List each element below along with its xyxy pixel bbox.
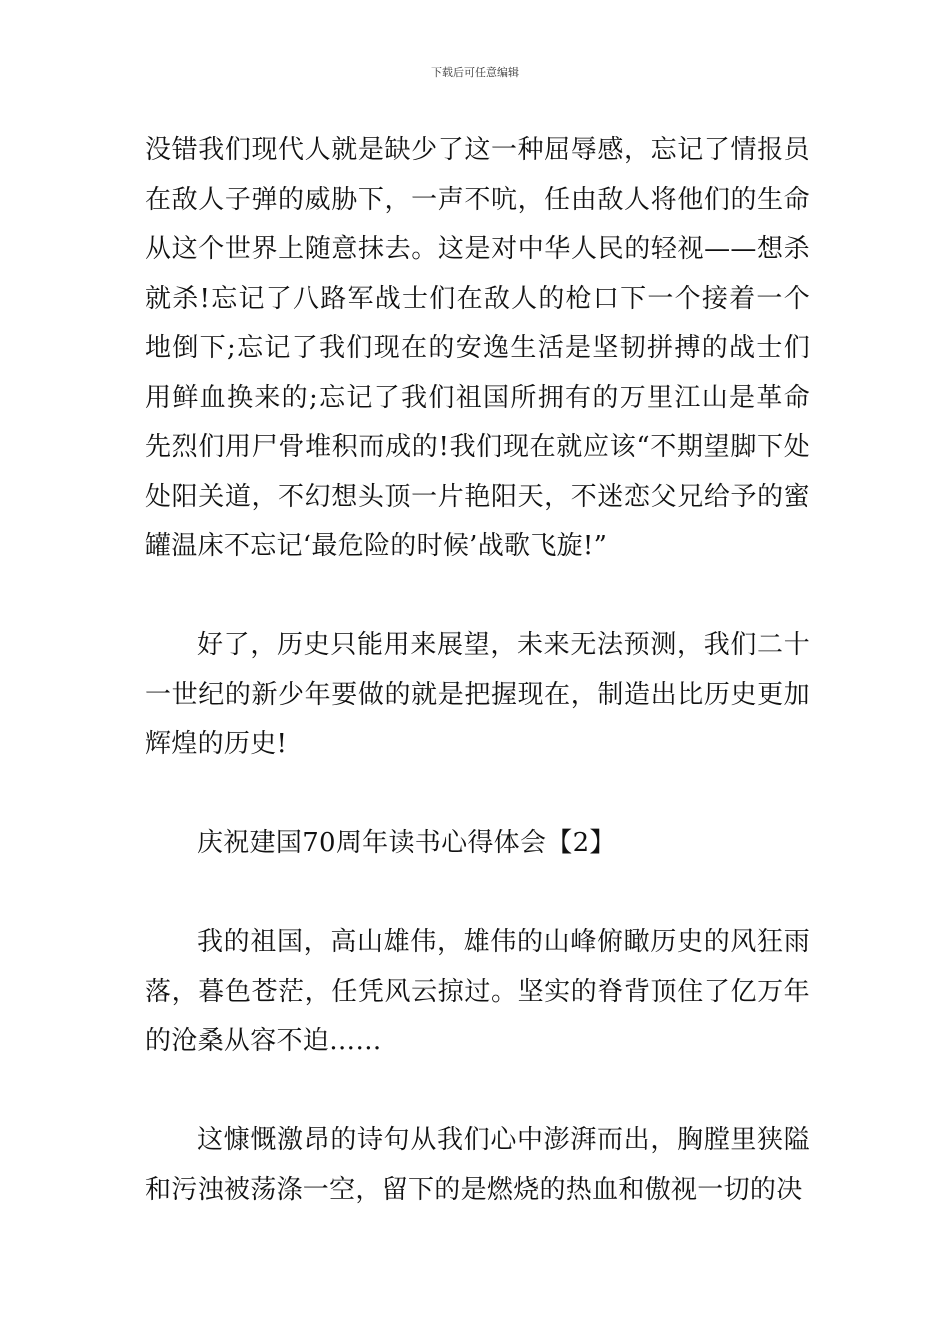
- paragraph-poem: 我的祖国，高山雄伟，雄伟的山峰俯瞰历史的风狂雨落，暮色苍茫，任凭风云掠过。坚实的脊背顶住了亿万年的沧桑从容不迫……: [145, 927, 810, 1056]
- paragraph-reflection: 这慷慨激昂的诗句从我们心中澎湃而出，胸膛里狭隘和污浊被荡涤一空，留下的是燃烧的热血和傲视一切的决: [145, 1125, 810, 1205]
- paragraph-continuation: 没错我们现代人就是缺少了这一种屈辱感，忘记了情报员在敌人子弹的威胁下，一声不吭，任由敌人将他们的生命从这个世界上随意抹去。这是对中华人民的轻视——想杀就杀!忘记了八路军战士们在敌人的枪口下一个接着一个地倒下;忘记了我们现在的安逸生活是坚韧拼搏的战士们用鲜血换来的;忘记了我们祖国所拥有的万里江山是革命先烈们用尸骨堆积而成的!我们现在就应该“不期望脚下处处阳关道，不幻想头顶一片艳阳天，不迷恋父兄给予的蜜罐温床不忘记‘最危险的时候’战歌飞旋!”: [145, 135, 810, 561]
- page-header-note: 下载后可任意编辑: [431, 66, 519, 79]
- document-body: [145, 126, 810, 1215]
- section-heading: 庆祝建国70周年读书心得体会【2】: [197, 828, 616, 858]
- paragraph-conclusion: 好了，历史只能用来展望，未来无法预测，我们二十一世纪的新少年要做的就是把握现在，制造出比历史更加辉煌的历史!: [145, 630, 810, 759]
